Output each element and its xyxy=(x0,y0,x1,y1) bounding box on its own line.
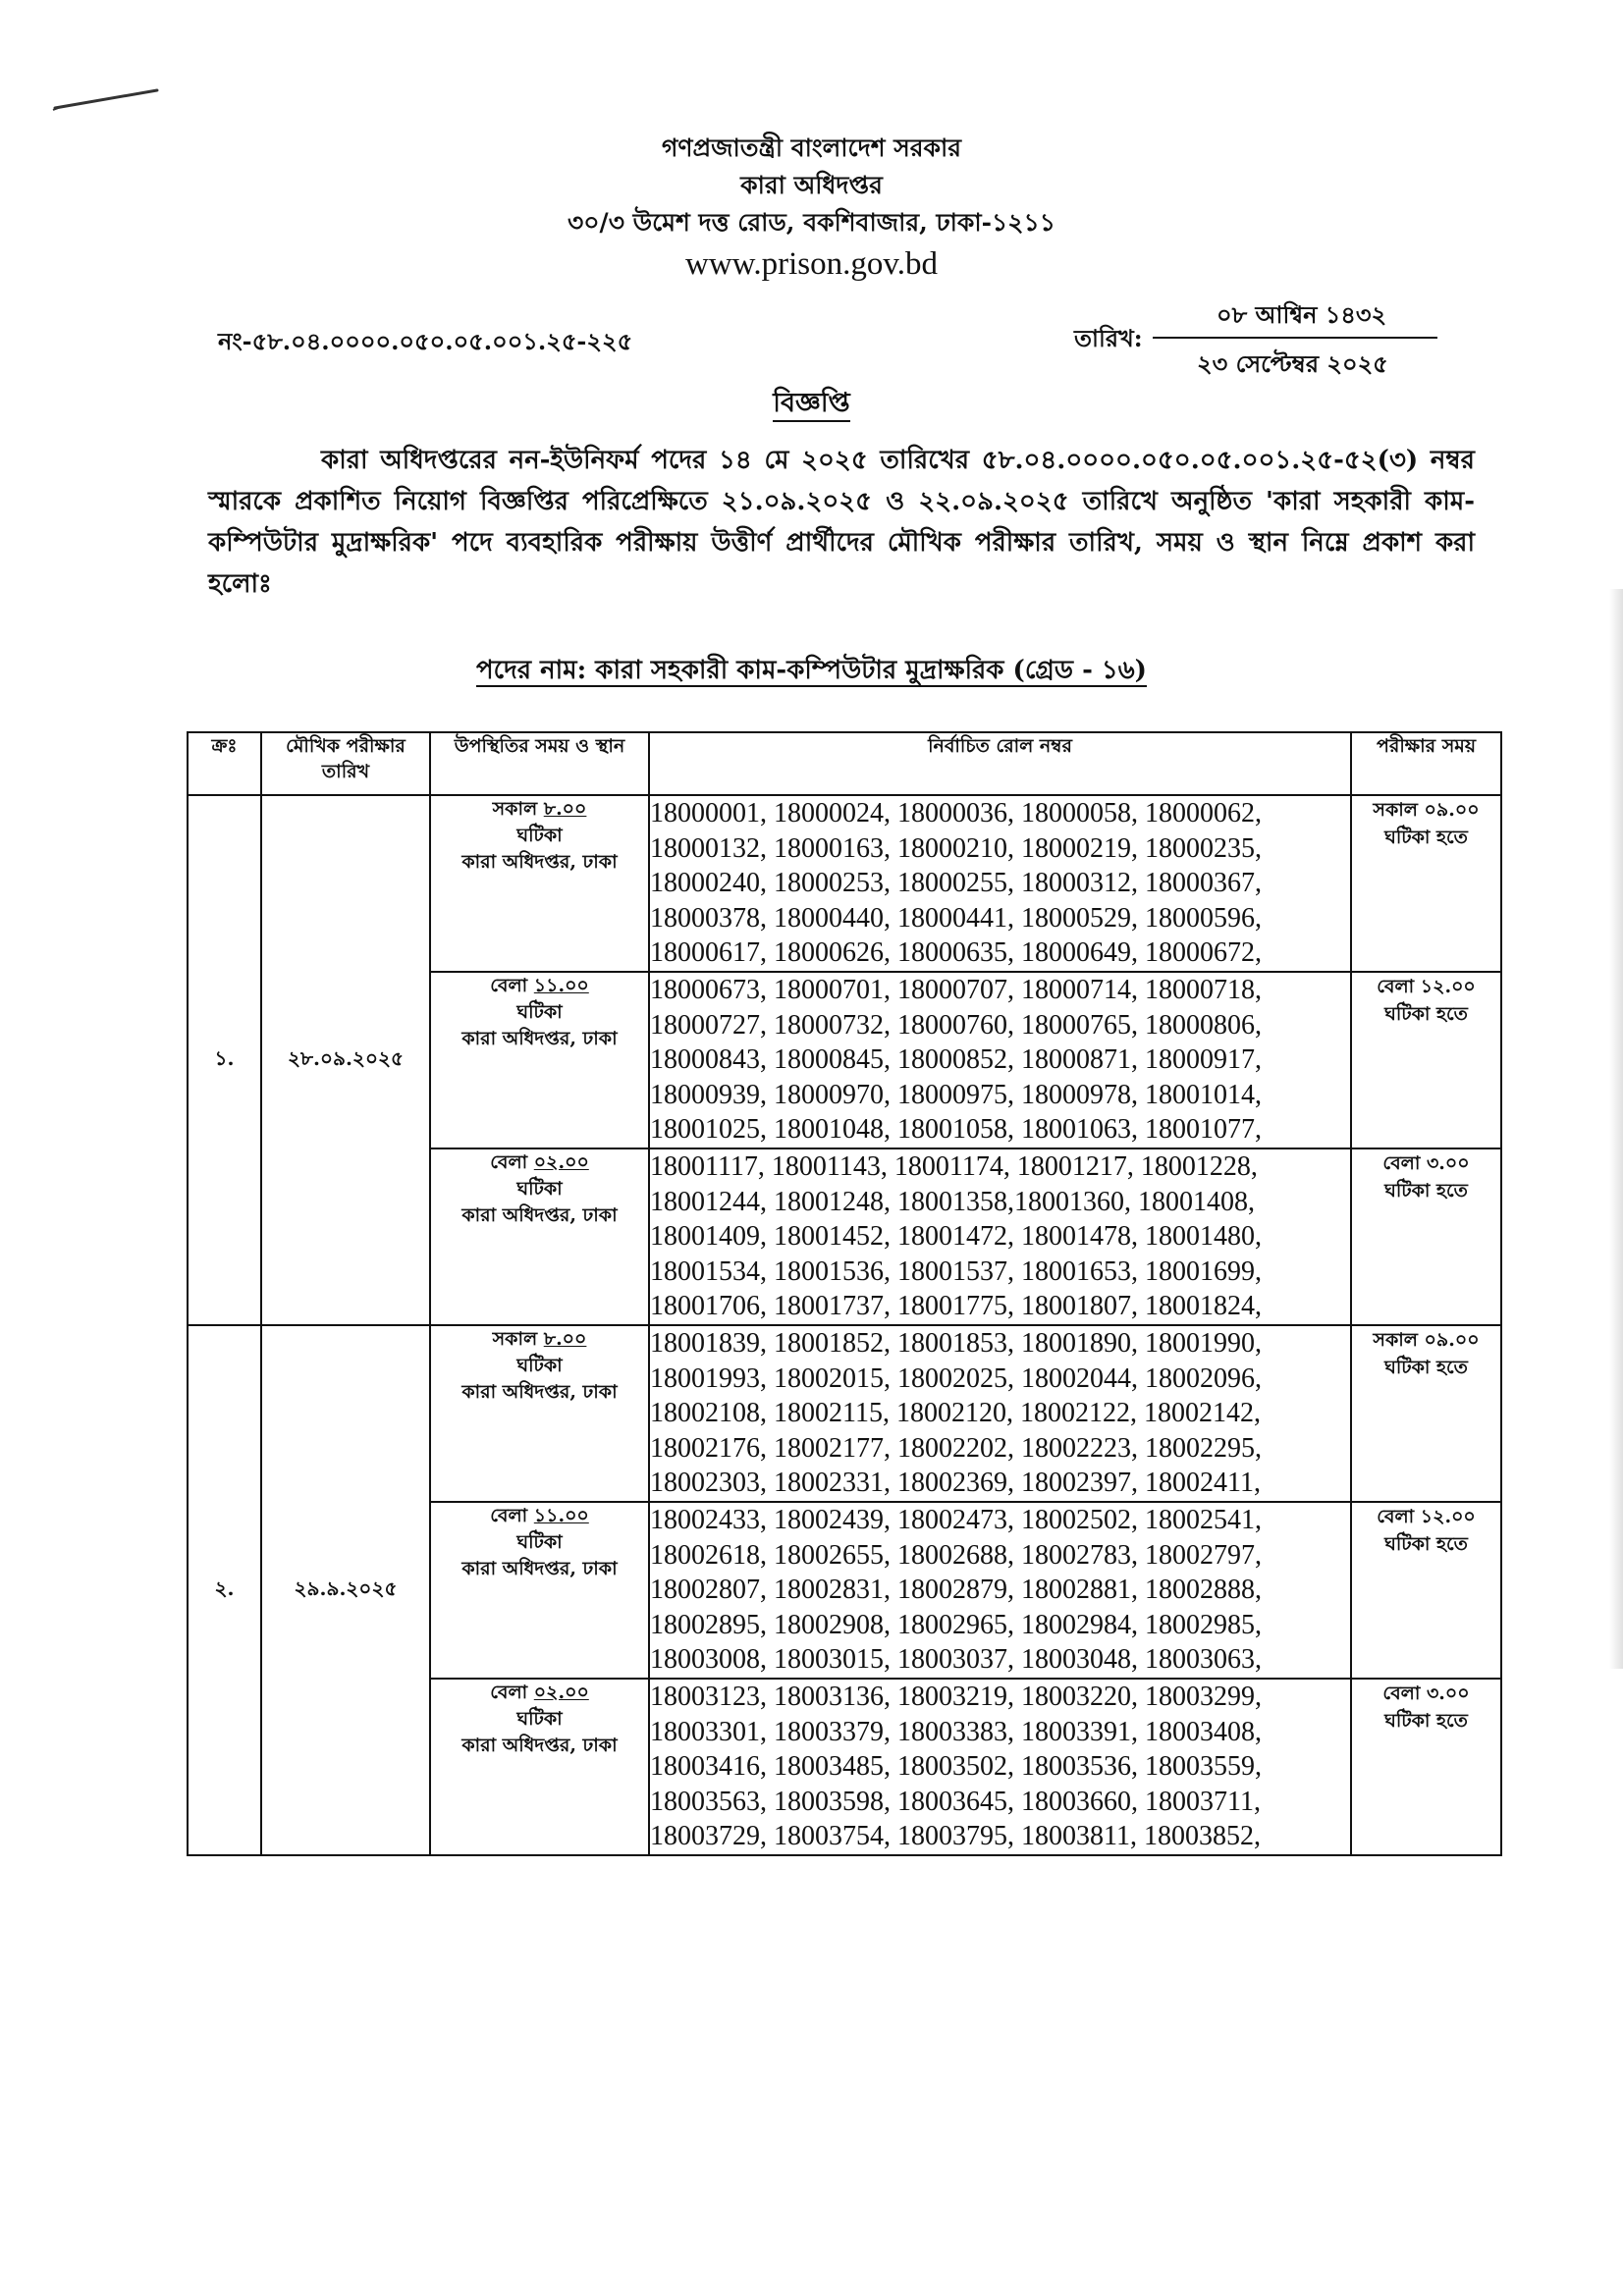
exam-time-cell: বেলা ৩.০০ ঘটিকা হতে xyxy=(1351,1679,1501,1855)
roll-numbers-cell: 18000001, 18000024, 18000036, 18000058, 18000062, 18000132, 18000163, 18000210, 18000219, 18000235, 18000240, 18000253, 18000255, 18000312, 18000367, 18000378, 18000440, 18000441, 18000529, 18000596, 18000617, 18000626, 18000635, 18000649, 18000672, xyxy=(649,795,1351,972)
date-label: তারিখ: xyxy=(1074,324,1143,352)
schedule-table xyxy=(187,731,1502,1856)
attendance-cell: বেলা ১১.০০ ঘটিকা কারা অধিদপ্তর, ঢাকা xyxy=(430,972,649,1148)
attendance-cell: সকাল ৮.০০ ঘটিকা কারা অধিদপ্তর, ঢাকা xyxy=(430,795,649,972)
roll-numbers-cell: 18002433, 18002439, 18002473, 18002502, 18002541, 18002618, 18002655, 18002688, 18002783, 18002797, 18002807, 18002831, 18002879, 18002881, 18002888, 18002895, 18002908, 18002965, 18002984, 18002985, 18003008, 18003015, 18003037, 18003048, 18003063, xyxy=(649,1502,1351,1679)
viva-date-cell: ২৯.৯.২০২৫ xyxy=(261,1325,430,1855)
date-bangla: ০৮ আশ্বিন ১৪৩২ xyxy=(1217,300,1387,329)
header-attendance: উপস্থিতির সময় ও স্থান xyxy=(430,732,649,795)
schedule-body xyxy=(188,795,1501,1855)
pen-stroke-mark xyxy=(51,86,161,112)
scan-edge-shadow xyxy=(1609,589,1623,1669)
roll-numbers-cell: 18001839, 18001852, 18001853, 18001890, 18001990, 18001993, 18002015, 18002025, 18002044, 18002096, 18002108, 18002115, 18002120, 18002122, 18002142, 18002176, 18002177, 18002202, 18002223, 18002295, 18002303, 18002331, 18002369, 18002397, 18002411, xyxy=(649,1325,1351,1502)
website-link[interactable]: www.prison.gov.bd xyxy=(685,246,938,282)
exam-time-cell: সকাল ০৯.০০ ঘটিকা হতে xyxy=(1351,795,1501,972)
date-divider xyxy=(1153,337,1437,339)
table-row xyxy=(188,795,1501,972)
roll-numbers-cell: 18001117, 18001143, 18001174, 18001217, 18001228, 18001244, 18001248, 18001358,18001360, 18001408, 18001409, 18001452, 18001472, 18001478, 18001480, 18001534, 18001536, 18001537, 18001653, 18001699, 18001706, 18001737, 18001775, 18001807, 18001824, xyxy=(649,1148,1351,1325)
attendance-cell: বেলা ০২.০০ ঘটিকা কারা অধিদপ্তর, ঢাকা xyxy=(430,1148,649,1325)
table-header-row xyxy=(188,732,1501,795)
exam-time-cell: বেলা ১২.০০ ঘটিকা হতে xyxy=(1351,1502,1501,1679)
department-address: ৩০/৩ উমেশ দত্ত রোড, বকশিবাজার, ঢাকা-১২১১ xyxy=(568,208,1055,237)
table-row xyxy=(188,1325,1501,1502)
date-block xyxy=(1074,297,1447,376)
viva-date-cell: ২৮.০৯.২০২৫ xyxy=(261,795,430,1325)
serial-cell: ১. xyxy=(188,795,261,1325)
roll-numbers-cell: 18000673, 18000701, 18000707, 18000714, 18000718, 18000727, 18000732, 18000760, 18000765, 18000806, 18000843, 18000845, 18000852, 18000871, 18000917, 18000939, 18000970, 18000975, 18000978, 18001014, 18001025, 18001048, 18001058, 18001063, 18001077, xyxy=(649,972,1351,1148)
header-rolls: নির্বাচিত রোল নম্বর xyxy=(649,732,1351,795)
attendance-cell: সকাল ৮.০০ ঘটিকা কারা অধিদপ্তর, ঢাকা xyxy=(430,1325,649,1502)
notice-title: বিজ্ঞপ্তি xyxy=(0,383,1623,427)
letterhead xyxy=(0,130,1623,287)
attendance-cell: বেলা ১১.০০ ঘটিকা কারা অধিদপ্তর, ঢাকা xyxy=(430,1502,649,1679)
notice-body: কারা অধিদপ্তরের নন-ইউনিফর্ম পদের ১৪ মে ২০২৫ তারিখের ৫৮.০৪.০০০০.০৫০.০৫.০০১.২৫-৫২(৩) নম্বর স্মারকে প্রকাশিত নিয়োগ বিজ্ঞপ্তির পরিপ্রেক্ষিতে ২১.০৯.২০২৫ ও ২২.০৯.২০২৫ তারিখে অনুষ্ঠিত 'কারা সহকারী কাম-কম্পিউটার মুদ্রাক্ষরিক' পদে ব্যবহারিক পরীক্ষায় উত্তীর্ণ প্রার্থীদের মৌখিক পরীক্ষার তারিখ, সময় ও স্থান নিম্নে প্রকাশ করা হলোঃ xyxy=(208,446,1475,599)
header-exam-time: পরীক্ষার সময় xyxy=(1351,732,1501,795)
memo-number: নং-৫৮.০৪.০০০০.০৫০.০৫.০০১.২৫-২২৫ xyxy=(218,327,633,355)
roll-numbers-cell: 18003123, 18003136, 18003219, 18003220, 18003299, 18003301, 18003379, 18003383, 18003391, 18003408, 18003416, 18003485, 18003502, 18003536, 18003559, 18003563, 18003598, 18003645, 18003660, 18003711, 18003729, 18003754, 18003795, 18003811, 18003852, xyxy=(649,1679,1351,1855)
exam-time-cell: বেলা ১২.০০ ঘটিকা হতে xyxy=(1351,972,1501,1148)
header-serial: ক্রঃ xyxy=(188,732,261,795)
exam-time-cell: বেলা ৩.০০ ঘটিকা হতে xyxy=(1351,1148,1501,1325)
serial-cell: ২. xyxy=(188,1325,261,1855)
government-name: গণপ্রজাতন্ত্রী বাংলাদেশ সরকার xyxy=(662,133,961,162)
date-english: ২৩ সেপ্টেম্বর ২০২৫ xyxy=(1197,349,1388,378)
header-viva-date: মৌখিক পরীক্ষার তারিখ xyxy=(261,732,430,795)
post-title: পদের নাম: কারা সহকারী কাম-কম্পিউটার মুদ্রাক্ষরিক (গ্রেড - ১৬) xyxy=(476,656,1147,685)
exam-time-cell: সকাল ০৯.০০ ঘটিকা হতে xyxy=(1351,1325,1501,1502)
department-name: কারা অধিদপ্তর xyxy=(740,171,883,199)
attendance-cell: বেলা ০২.০০ ঘটিকা কারা অধিদপ্তর, ঢাকা xyxy=(430,1679,649,1855)
